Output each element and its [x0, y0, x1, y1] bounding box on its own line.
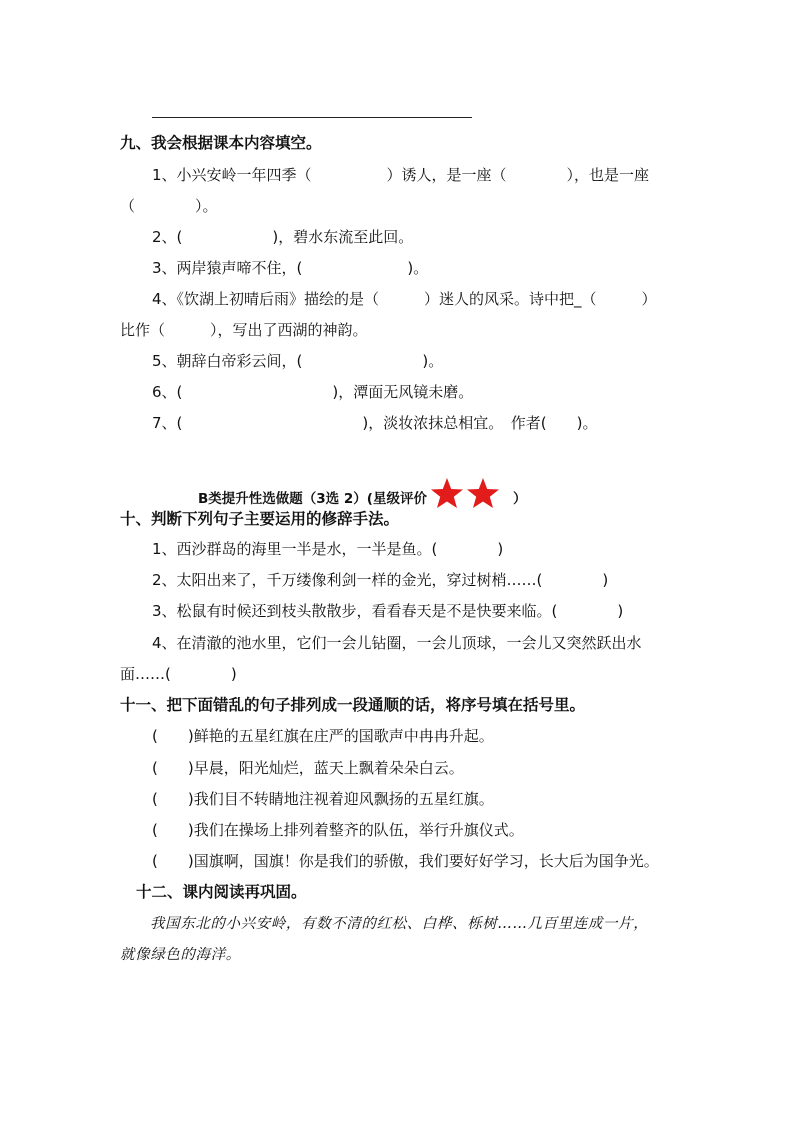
s9-item-4b: 比作（ ），写出了西湖的神韵。: [120, 321, 368, 339]
s9-item-2: 2、( )，碧水东流至此回。: [152, 228, 414, 246]
section-12-title: 十二、课内阅读再巩固。: [136, 883, 307, 901]
section-10-title: 十、判断下列句子主要运用的修辞手法。: [120, 510, 400, 528]
s10-item-4a: 4、在清澈的池水里，它们一会儿钻圈，一会儿顶球，一会儿又突然跃出水: [152, 634, 642, 652]
reading-passage-line-1: 我国东北的小兴安岭，有数不清的红松、白桦、栎树……几百里连成一片，: [150, 916, 649, 932]
section-9-title: 九、我会根据课本内容填空。: [120, 134, 322, 152]
answer-line: [152, 117, 472, 118]
s9-item-5: 5、朝辞白帝彩云间，( )。: [152, 352, 444, 370]
s9-item-7: 7、( )，淡妆浓抹总相宜。 作者( )。: [152, 414, 598, 432]
section-11-title: 十一、把下面错乱的句子排列成一段通顺的话，将序号填在括号里。: [120, 696, 586, 714]
s11-item: ( )鲜艳的五星红旗在庄严的国歌声中冉冉升起。: [152, 727, 494, 745]
star-rating: [429, 477, 501, 515]
section-b-title-text: B类提升性选做题（3选 2）(星级评价: [198, 491, 427, 507]
s11-item: ( )我们目不转睛地注视着迎风飘扬的五星红旗。: [152, 790, 494, 808]
s9-item-1b: （ ）。: [120, 197, 218, 215]
s10-item-2: 2、太阳出来了，千万缕像利剑一样的金光，穿过树梢……( ): [152, 571, 609, 589]
section-b-title-end: ）: [512, 491, 527, 507]
s10-item-4b: 面……( ): [120, 665, 237, 683]
reading-passage-line-2: 就像绿色的海洋。: [120, 947, 241, 963]
s10-item-3: 3、松鼠有时候还到枝头散散步，看看春天是不是快要来临。( ): [152, 602, 624, 620]
s11-item: ( )我们在操场上排列着整齐的队伍，举行升旗仪式。: [152, 821, 524, 839]
s11-item: ( )早晨，阳光灿烂，蓝天上飘着朵朵白云。: [152, 759, 464, 777]
star-icon: [429, 477, 465, 509]
s10-item-1: 1、西沙群岛的海里一半是水，一半是鱼。( ): [152, 540, 504, 558]
s9-item-1a: 1、小兴安岭一年四季（ ）诱人，是一座（ ），也是一座: [152, 166, 650, 184]
s9-item-6: 6、( )，潭面无风镜未磨。: [152, 383, 474, 401]
s9-item-4a: 4、《饮湖上初晴后雨》描绘的是（ ）迷人的风采。诗中把_（ ）: [152, 290, 657, 308]
s9-item-3: 3、两岸猿声啼不住，( )。: [152, 259, 429, 277]
s11-item: ( )国旗啊，国旗！你是我们的骄傲，我们要好好学习，长大后为国争光。: [152, 852, 659, 870]
star-icon: [465, 477, 501, 509]
